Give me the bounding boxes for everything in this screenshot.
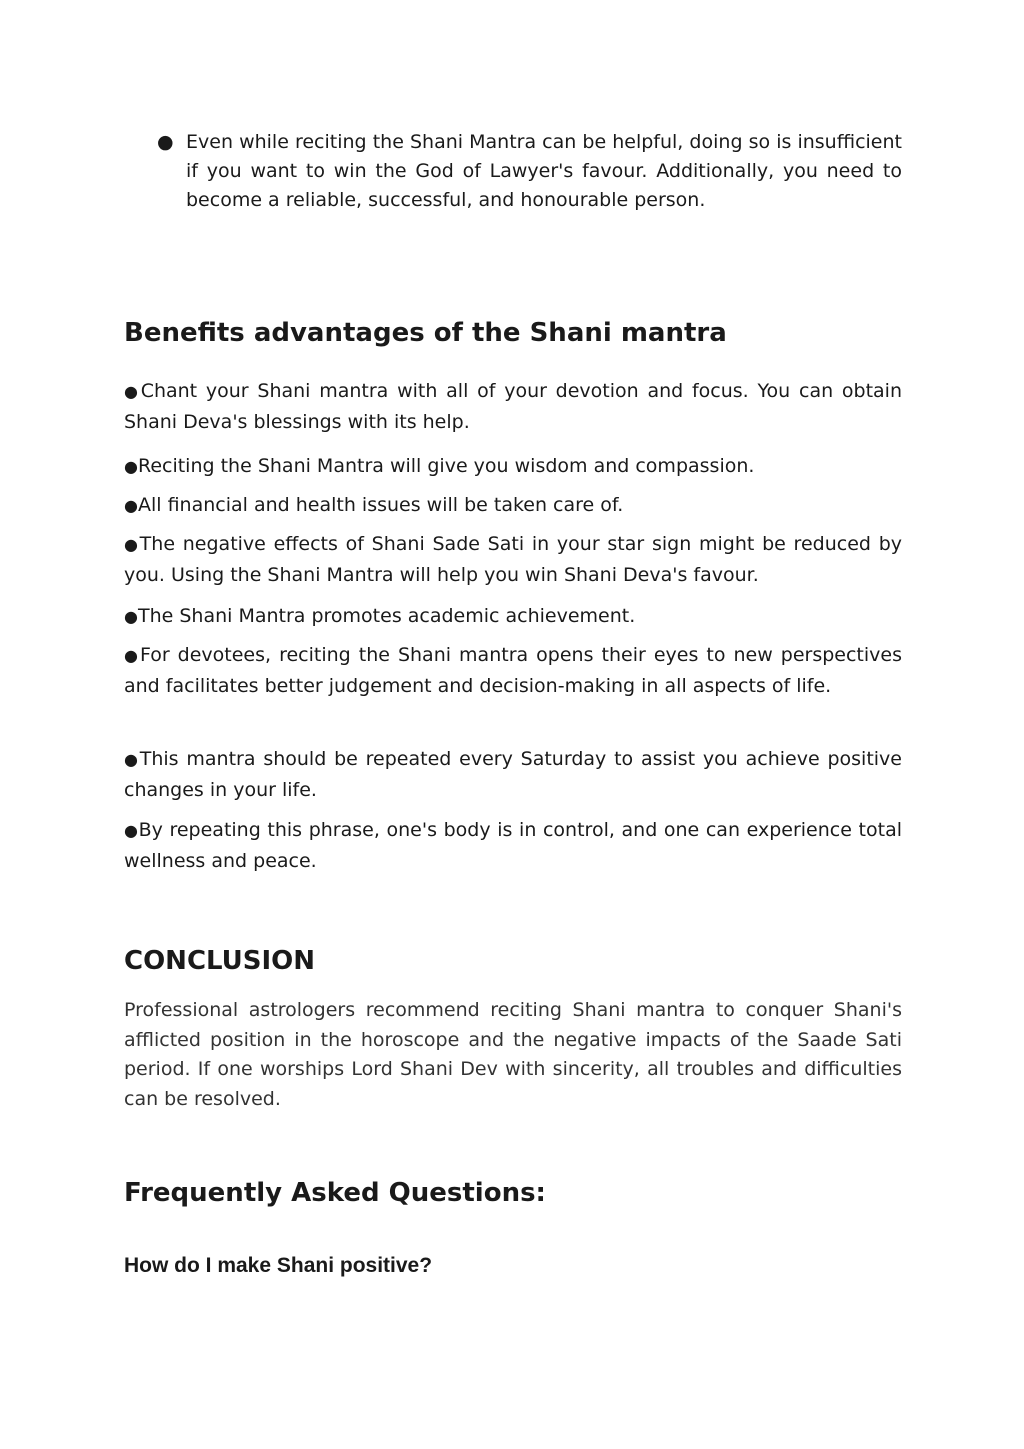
benefit-text: This mantra should be repeated every Saturday to assist you achieve positive changes in your life. (124, 748, 902, 801)
benefit-item-7 (124, 744, 902, 806)
bullet-icon: ● (124, 607, 138, 626)
bullet-icon: ● (124, 750, 140, 769)
benefit-text: Chant your Shani mantra with all of your devotion and focus. You can obtain Shani Deva's blessings with its help. (124, 380, 902, 433)
benefit-item-2 (124, 451, 902, 482)
benefit-item-8 (124, 815, 902, 877)
benefit-text: Reciting the Shani Mantra will give you wisdom and compassion. (137, 455, 755, 477)
intro-bullet-text: Even while reciting the Shani Mantra can be helpful, doing so is insufficient if you want to win the God of Lawyer's favour. Additionally, you need to become a reliable, successful, and honourable person. (186, 131, 902, 211)
conclusion-body (124, 996, 902, 1114)
faq-question: How do I make Shani positive? (124, 1254, 433, 1277)
bullet-icon: ● (124, 457, 138, 476)
benefit-item-4 (124, 529, 902, 591)
benefit-item-1 (124, 376, 902, 438)
bullet-icon: ● (124, 646, 140, 665)
benefit-text: All financial and health issues will be taken care of. (137, 494, 624, 516)
bullet-icon: ● (124, 382, 141, 401)
benefit-item-6 (124, 640, 902, 702)
benefit-text: The negative effects of Shani Sade Sati in your star sign might be reduced by you. Using the Shani Mantra will help you win Shani Deva's favour. (124, 533, 902, 586)
benefit-item-3 (124, 490, 902, 521)
benefit-text: By repeating this phrase, one's body is in control, and one can experience total wellness and peace. (124, 819, 903, 872)
benefit-text: For devotees, reciting the Shani mantra opens their eyes to new perspectives and facilitates better judgement and decision-making in all aspects of life. (124, 644, 902, 697)
conclusion-text: Professional astrologers recommend reciting Shani mantra to conquer Shani's afflicted position in the horoscope and the negative impacts of the Saade Sati period. If one worships Lord Shani Dev with sincerity, all troubles and difficulties can be resolved. (124, 999, 902, 1110)
conclusion-section (124, 944, 902, 978)
bullet-icon: ● (124, 496, 138, 515)
benefit-text: The Shani Mantra promotes academic achievement. (137, 605, 636, 627)
bullet-icon: ● (124, 821, 139, 840)
faq-section (124, 1176, 902, 1210)
benefits-heading: Benefits advantages of the Shani mantra (124, 318, 727, 348)
benefits-section (124, 316, 902, 350)
conclusion-heading: CONCLUSION (124, 946, 316, 976)
bullet-icon: ● (157, 131, 174, 153)
intro-bullet (157, 128, 902, 215)
faq-question-block (124, 1252, 902, 1280)
bullet-icon: ● (124, 535, 140, 554)
benefit-item-5 (124, 601, 902, 632)
faq-heading: Frequently Asked Questions: (124, 1178, 546, 1208)
